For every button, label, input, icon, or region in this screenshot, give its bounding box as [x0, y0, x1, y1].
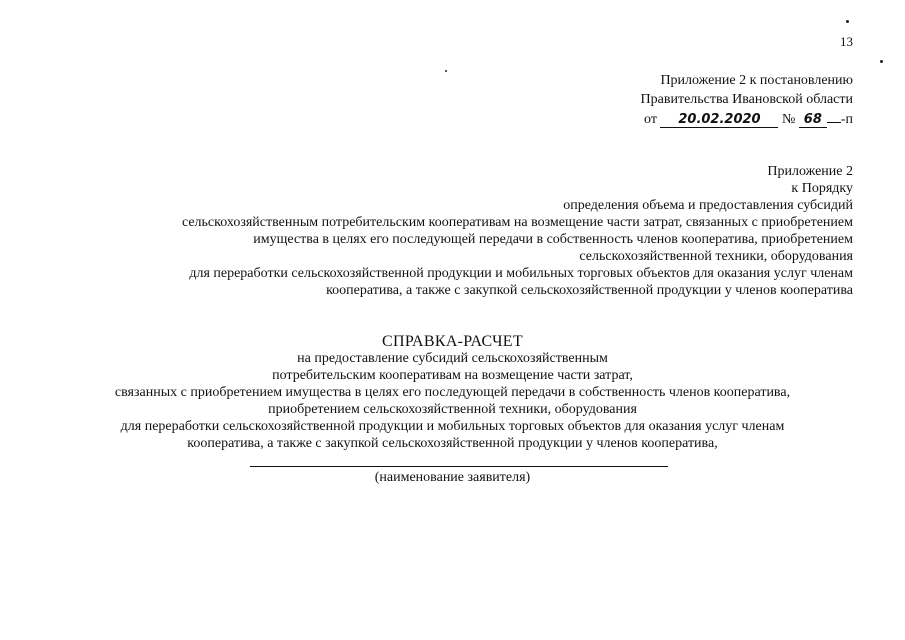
appendix-line: сельскохозяйственным потребительским кооперативам на возмещение части затрат, связанных с приобретением [181, 215, 853, 230]
applicant-caption: (наименование заявителя) [374, 470, 531, 485]
certificate-line: кооператива, а также с закупкой сельскохозяйственной продукции у членов кооператива, [187, 436, 718, 451]
number-suffix: -п [840, 112, 853, 127]
appendix-line: сельскохозяйственной техники, оборудования [579, 249, 853, 264]
header-line-2: Правительства Ивановской области [640, 92, 853, 107]
certificate-title: СПРАВКА-РАСЧЕТ [382, 333, 523, 350]
certificate-line: потребительским кооперативам на возмещение части затрат, [272, 368, 633, 383]
handwritten-date: 20.02.2020 [660, 113, 778, 128]
certificate-line: на предоставление субсидий сельскохозяйственным [297, 351, 608, 366]
header-date-number-line [644, 110, 853, 128]
appendix-line: к Порядку [791, 181, 853, 196]
scan-speck [846, 20, 849, 23]
applicant-name-line [250, 466, 668, 467]
number-blank-line [827, 110, 841, 123]
appendix-line: кооператива, а также с закупкой сельскохозяйственной продукции у членов кооператива [326, 283, 853, 298]
certificate-line: связанных с приобретением имущества в целях его последующей передачи в собственность членов кооператива, [114, 385, 791, 400]
certificate-line: приобретением сельскохозяйственной техники, оборудования [268, 402, 637, 417]
number-label: № [781, 112, 796, 127]
appendix-line: Приложение 2 [767, 164, 853, 179]
page-number: 13 [840, 34, 853, 49]
scan-speck [445, 70, 447, 72]
header-line-1: Приложение 2 к постановлению [660, 73, 853, 88]
appendix-line: определения объема и предоставления субсидий [563, 198, 853, 213]
certificate-line: для переработки сельскохозяйственной продукции и мобильных торговых объектов для оказания услуг членам [120, 419, 785, 434]
scan-speck [880, 60, 883, 63]
appendix-line: для переработки сельскохозяйственной продукции и мобильных торговых объектов для оказания услуг членам [189, 266, 853, 281]
from-label: от [644, 112, 657, 127]
handwritten-number: 68 [799, 113, 827, 128]
appendix-line: имущества в целях его последующей передачи в собственность членов кооператива, приобретением [253, 232, 853, 247]
